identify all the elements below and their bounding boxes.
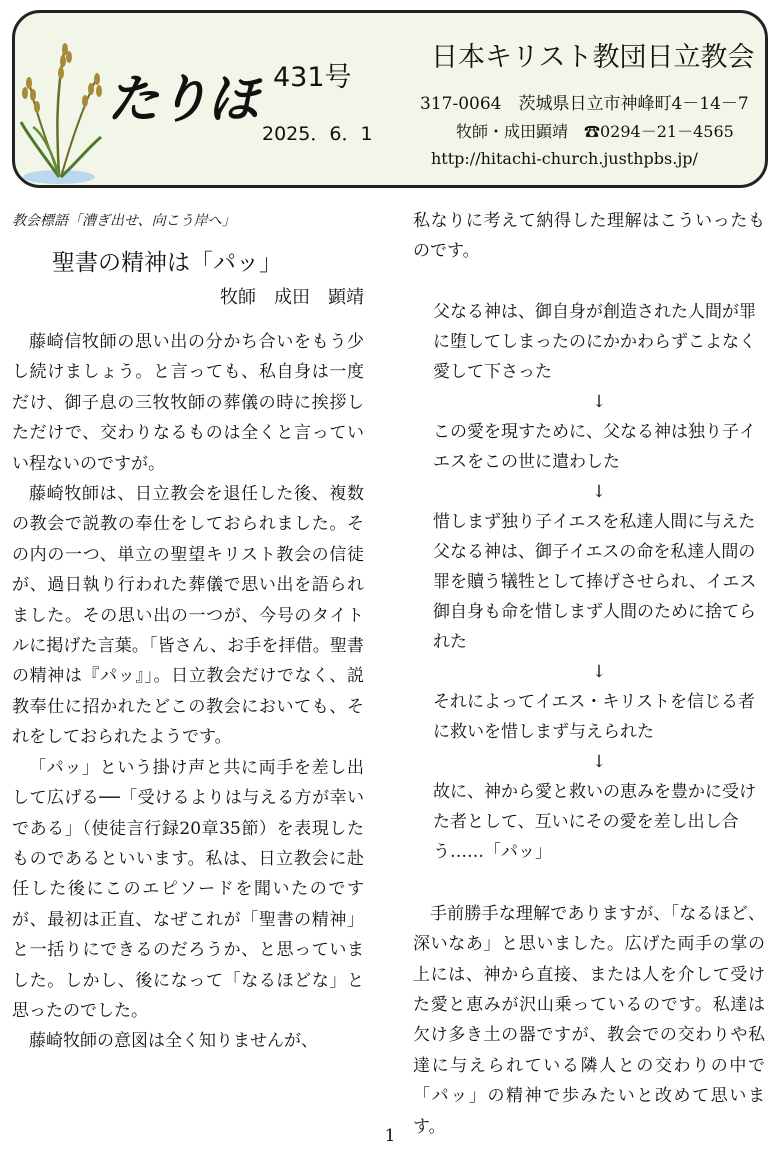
- masthead: [12, 10, 768, 188]
- issue-number: 431号: [273, 62, 352, 93]
- right-column: [413, 206, 765, 1142]
- left-column: [12, 210, 364, 1057]
- down-arrow-icon: ↓: [591, 661, 607, 682]
- church-url: http://hitachi-church.justhpbs.jp/: [431, 149, 698, 168]
- closing-paragraph: 手前勝手な理解でありますが、「なるほど、深いなあ」と思いました。広げた両手の掌の上には、神から直接、または人を介して受けた愛と恵みが沢山乗っているのです。私達は欠け多き土の器ですが、教会での交わりや私達に与えられている隣人との交わりの中で「パッ」の精神で歩みたいと改めて思います。: [413, 903, 765, 1137]
- down-arrow-icon: ↓: [591, 391, 607, 412]
- paragraph-3: 「パッ」という掛け声と共に両手を差し出して広げる──「受けるよりは与える方が幸いである」（使徒言行録20章35節）を表現したものであるといいます。私は、日立教会に赴任した後にこのエピソードを聞いたのですが、最初は正直、なぜこれが「聖書の精神」と一括りにできるのだろうか、と思っていました。しかし、後になって「なるほどな」と思ったのでした。: [12, 757, 364, 1021]
- page-number: 1: [384, 1126, 396, 1146]
- flow-step: 父なる神は、御自身が創造された人間が罪に堕してしまったのにかかわらずこよなく愛して下さった: [433, 301, 756, 382]
- rice-plant-illustration: [19, 27, 105, 187]
- right-intro: 私なりに考えて納得した理解はこういったものです。: [413, 211, 765, 262]
- down-arrow-icon: ↓: [591, 751, 607, 772]
- paragraph-1: 藤崎信牧師の思い出の分かち合いをもう少し続けましょう。と言っても、私自身は一度だけ、御子息の三牧牧師の葬儀の時に挨拶しただけで、交わりなるものは全くと言っていい程ないのですが。: [12, 332, 364, 474]
- flow-step: この愛を現すために、父なる神は独り子イエスをこの世に遣わした: [433, 421, 756, 472]
- flow-step: それによってイエス・キリストを信じる者に救いを惜しまず与えられた: [433, 691, 755, 742]
- church-name: 日本キリスト教団日立教会: [431, 42, 755, 73]
- paragraph-4: 藤崎牧師の意図は全く知りませんが、: [29, 1031, 318, 1052]
- article-title: 聖書の精神は「パッ」: [52, 250, 282, 276]
- paragraph-2: 藤崎牧師は、日立教会を退任した後、複数の教会で説教の奉仕をしておられました。その内の一つ、単立の聖望キリスト教会の信徒が、過日執り行われた葬儀で思い出を語られました。その思い出の一つが、今号のタイトルに掲げた言葉。「皆さん、お手を拝借。聖書の精神は『パッ』」。日立教会だけでなく、説教奉仕に招かれたどこの教会においても、それをしておられたようです。: [12, 484, 364, 748]
- down-arrow-icon: ↓: [591, 481, 607, 502]
- issue-date: 2025．6．1: [262, 123, 373, 145]
- flow-step: 惜しまず独り子イエスを私達人間に与えた父なる神は、御子イエスの命を私達人間の罪を贖う犠牲として捧げさせられ、イエス御自身も命を惜しまず人間のために捨てられた: [433, 511, 757, 652]
- pastor-phone: 牧師・成田顕靖 ☎0294－21－4565: [456, 122, 734, 141]
- flow-step: 故に、神から愛と救いの恵みを豊かに受けた者として、互いにその愛を差し出し合う……「パッ」: [433, 781, 756, 862]
- article-author: 牧師 成田 顕靖: [220, 287, 364, 308]
- church-address: 317-0064 茨城県日立市神峰町4－14－7: [420, 94, 749, 114]
- newsletter-logo: たりほ: [107, 70, 258, 130]
- belief-flow: [433, 297, 765, 867]
- church-motto: 教会標語「漕ぎ出せ、向こう岸へ」: [12, 213, 236, 229]
